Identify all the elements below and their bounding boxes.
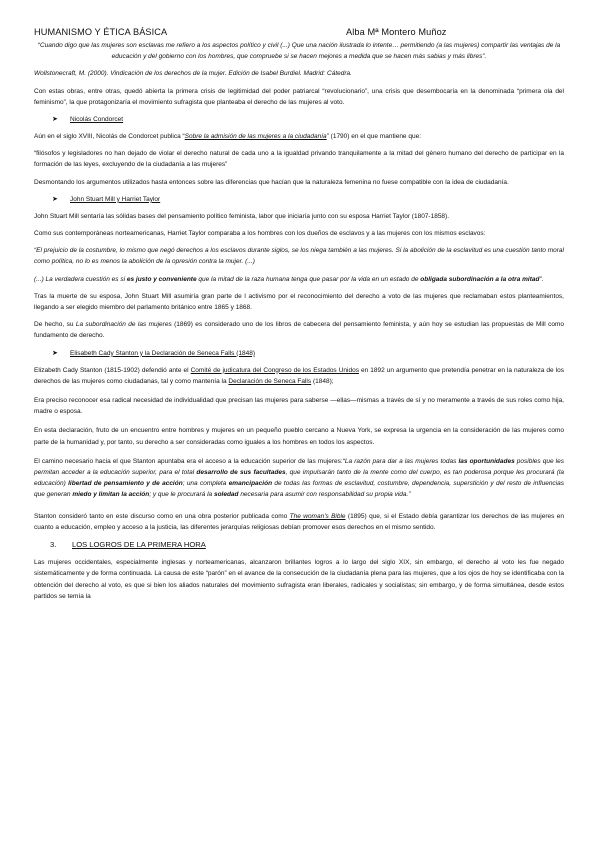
text-span: ”. bbox=[539, 275, 544, 283]
text-span: obligada subordinación a la otra mitad bbox=[420, 275, 540, 283]
text-span: La subordinación de las mujeres bbox=[75, 321, 172, 329]
text-span: (1869) es considerado uno de los libros de cabecera del pensamiento feminista, y aún hoy se estudian las propuestas de Mill como fundamento de derecho. bbox=[34, 321, 565, 340]
text-span: , que impulsarán tanto de la mente como del cuerpo, es tan poderosa porque les procurará (la educación) bbox=[34, 469, 564, 488]
stanton-paragraph-4 bbox=[34, 456, 564, 501]
arrow-bullet-icon: ➤ bbox=[52, 349, 58, 357]
text-span: que la mitad de la raza humana tenga que pasar por la vida en un estado de bbox=[196, 275, 421, 283]
stanton-paragraph-5 bbox=[34, 511, 564, 533]
text-span: miedo y limitan la acción bbox=[72, 491, 150, 499]
mill-heading-text: John Stuart Mill y Harriet Taylor bbox=[70, 195, 161, 203]
mill-heading bbox=[52, 194, 564, 205]
text-span: ” (1790) en el que mantiene que: bbox=[326, 133, 422, 141]
text-span: De hecho, su bbox=[34, 321, 76, 329]
text-span: soledad bbox=[213, 491, 239, 499]
condorcet-heading-text: Nicolás Condorcet bbox=[70, 116, 124, 124]
text-span: (...) La verdadera cuestión es si bbox=[34, 275, 127, 283]
citation: Wollstonecraft, M. (2000). Vindicación de los derechos de la mujer. Edición de Isabel Burdiel. Madrid: Cátedra. bbox=[34, 70, 352, 78]
mill-paragraph-1: John Stuart Mill sentaría las sólidas bases del pensamiento político feminista, labor que iniciaría junto con su esposa Harriet Taylor (1807-1858). bbox=[34, 212, 450, 220]
document-page bbox=[34, 27, 564, 602]
womans-bible-link[interactable]: The woman's Bible bbox=[289, 512, 346, 520]
text-span: en 1892 un argumento que pretendía penetrar en la naturaleza de los derechos de las mujeres como ciudadanas, tal y como mantenía la bbox=[34, 366, 564, 385]
taylor-quote-2 bbox=[34, 274, 564, 285]
condorcet-work-link[interactable]: Sobre la admisión de las mujeres a la ciudadanía bbox=[184, 133, 327, 141]
text-span: posibles que les permitan acceder a la educación superior, para el total bbox=[34, 457, 564, 477]
stanton-paragraph-1 bbox=[34, 365, 564, 387]
text-span: es justo y conveniente bbox=[126, 275, 197, 283]
section-title: LOS LOGROS DE LA PRIMERA HORA bbox=[72, 540, 206, 550]
condorcet-heading bbox=[52, 114, 564, 125]
taylor-quote-1: “El prejuicio de la costumbre, lo mismo que negó derechos a los esclavos durante siglos, se los niega también a las mujeres. Si la abolición de la esclavitud es una cuestión tanto moral como política, no lo es menos la abolición de la opresión contra la mujer. (...) bbox=[34, 247, 564, 266]
condorcet-paragraph-2: “filósofos y legisladores no han dejado de violar el derecho natural de cada uno a la igualdad privando tranquilamente a la mitad del género humano del derecho de participar en la formación de las leyes, excluyendo de la ciudadanía a las mujeres” bbox=[34, 150, 564, 169]
mill-paragraph-2: Como sus contemporáneas norteamericanas, Harriet Taylor comparaba a los hombres con los dueños de esclavos y a las mujeres con los mismos esclavos: bbox=[34, 230, 486, 238]
text-span: de todas las formas de esclavitud, costumbre, dependencia, superstición y del resto de influencias que generan bbox=[34, 480, 564, 499]
text-span: desarrollo de sus facultades bbox=[196, 469, 286, 477]
text-span: ; una completa bbox=[182, 480, 229, 488]
text-span: (1895) que, si el Estado debía garantizar los derechos de las mujeres en cuanto a educación, empleo y acceso a la justicia, las diferentes jerarquías religiosas debían promover esos derechos en el mismo sentido. bbox=[34, 512, 564, 531]
section-number: 3. bbox=[50, 540, 57, 550]
condorcet-paragraph-3: Desmontando los argumentos utilizados hasta entonces sobre las diferencias que hacían que la naturaleza femenina no fuese compatible con la idea de ciudadanía. bbox=[34, 178, 509, 186]
text-span: Elizabeth Cady Stanton (1815-1902) defendió ante el bbox=[34, 366, 191, 374]
mill-paragraph-4 bbox=[34, 319, 564, 341]
course-title: HUMANISMO Y ÉTICA BÁSICA bbox=[34, 27, 168, 37]
text-span: “La razón para dar a las mujeres todas bbox=[342, 457, 459, 465]
stanton-paragraph-3: En esta declaración, fruto de un encuentro entre hombres y mujeres en un pequeño pueblo cercano a Nueva York, se expresa la urgencia en la consideración de las mujeres como parte de la humanidad y, por tanto, su derecho a ser consideradas como iguales a los hombres en todos los aspectos. bbox=[34, 427, 564, 446]
stanton-paragraph-2: Era preciso reconocer esa radical necesidad de individualidad que precisan las mujeres para saberse —ellas—mismas a través de sí y no meramente a través de sus roles como hija, madre o esposa. bbox=[34, 397, 564, 416]
text-span: Aún en el siglo XVIII, Nicolás de Condorcet publica “ bbox=[34, 133, 185, 141]
section-3-heading bbox=[50, 539, 564, 551]
text-span: ; y que le procurará la bbox=[149, 491, 214, 499]
mill-paragraph-3: Tras la muerte de su esposa, John Stuart Mill asumiría gran parte de l activismo por el reconocimiento del derecho a voto de las mujeres que reclamaban estos planteamientos, llegando a ser elegido miembro del parlamento británico entre 1865 y 1868. bbox=[34, 292, 564, 312]
text-span: libertad de pensamiento y de acción bbox=[68, 480, 183, 488]
stanton-heading-text: Elisabeth Cady Stanton y la Declaración de Seneca Falls (1848) bbox=[70, 349, 255, 357]
text-span: (1848); bbox=[311, 377, 334, 385]
arrow-bullet-icon: ➤ bbox=[52, 116, 58, 124]
page-header bbox=[34, 27, 564, 41]
wollstonecraft-quote: “Cuando digo que las mujeres son esclavas me refiero a los aspectos político y civil (...) Que una nación ilustrada lo intente… permitiendo (a las mujeres) compartir las ventajas de la educación y del gobierno con los hombres, que compruebe si se hacen mejores a medida que se hacen más sabias y más libres”. bbox=[37, 42, 561, 61]
text-span: necesaria para asumir con responsabilidad su propia vida.” bbox=[238, 491, 411, 499]
section-3-paragraph-1: Las mujeres occidentales, especialmente inglesas y norteamericanas, alcanzaron brillantes logros a lo largo del siglo XIX, sin embargo, el derecho al voto les fue negado sistemáticamente y de forma continuada. La causa de este “parón” en el avance de la consecución de la ciudadanía plena para las mujeres, que a los ojos de hoy se identificaba con la obtención del derecho al voto, es que si bien los aliados naturales del movimiento sufragista eran liberales, radicales y socialistas; sin embargo, y de forma simultánea, desde estos partidos se temía la bbox=[34, 559, 564, 600]
condorcet-paragraph-1 bbox=[34, 131, 564, 142]
text-span: Stanton consideró tanto en este discurso como en una obra posterior publicada como bbox=[34, 512, 290, 520]
author-name: Alba Mª Montero Muñoz bbox=[346, 27, 447, 37]
stanton-heading bbox=[52, 348, 564, 359]
text-span: El camino necesario hacia el que Stanton apuntaba era el acceso a la educación superior de las mujeres: bbox=[34, 457, 343, 465]
committee-link[interactable]: Comité de judicatura del Congreso de los Estados Unidos bbox=[190, 366, 359, 374]
intro-paragraph: Con estas obras, entre otras, quedó abierta la primera crisis de legitimidad del poder patriarcal “revolucionario”, una crisis que desembocaría en la denominada “primera ola del feminismo”, la que protagonizaría el movimiento sufragista que planteaba el derecho de las mujeres al voto. bbox=[34, 87, 564, 106]
seneca-falls-link[interactable]: Declaración de Seneca Falls bbox=[228, 377, 312, 385]
text-span: las oportunidades bbox=[458, 457, 515, 465]
arrow-bullet-icon: ➤ bbox=[52, 195, 58, 203]
text-span: emancipación bbox=[228, 480, 273, 488]
